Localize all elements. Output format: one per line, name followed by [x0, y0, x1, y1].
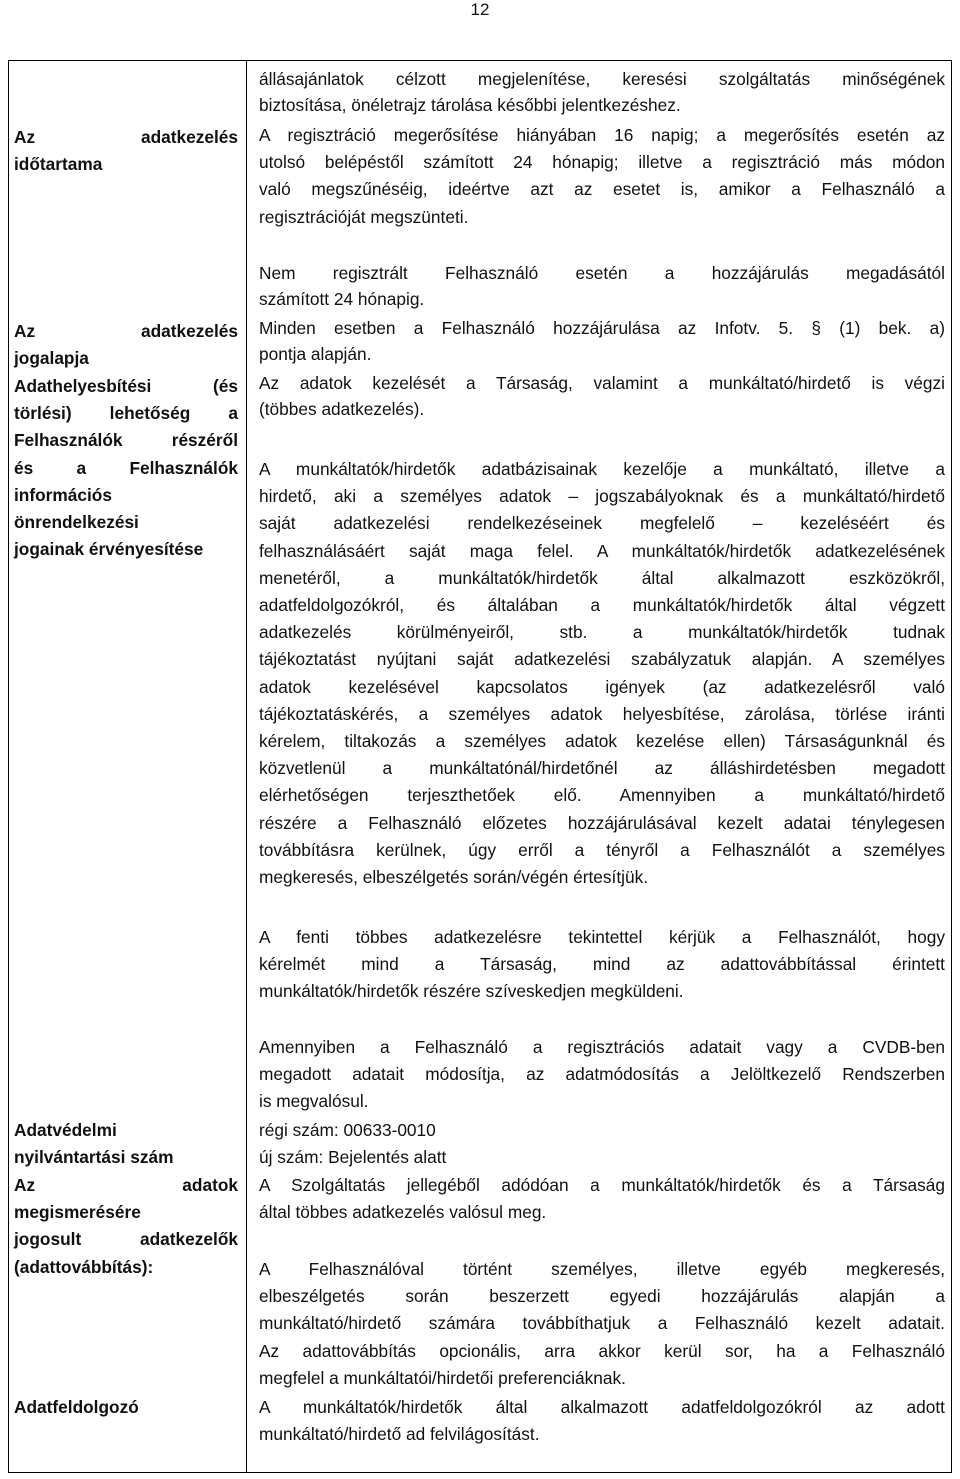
- text-line: kérelem, tiltakozás a személyes adatok kezelése ellen) Társaságunknál és: [259, 731, 945, 752]
- label-adatfeldolgozo: [14, 1394, 238, 1421]
- helyesbites-paragraph-3: [259, 924, 945, 1006]
- text-line: felhasználásáért saját maga felel. A munkáltatók/hirdetők adatkezelésének: [259, 540, 945, 561]
- label-line: Adatfeldolgozó: [14, 1397, 139, 1417]
- tovabbitas-paragraph-1: [259, 1172, 945, 1226]
- text-line: kérelmét mind a Társaság, mind az adattovábbítással érintett: [259, 954, 945, 975]
- label-line: Adathelyesbítési (és: [14, 376, 238, 396]
- tovabbitas-paragraph-2: [259, 1256, 945, 1392]
- text-line: biztosítása, önéletrajz tárolása későbbi jelentkezéshez.: [259, 94, 681, 115]
- text-line: állásajánlatok célzott megjelenítése, keresési szolgáltatás minőségének: [259, 69, 945, 89]
- label-line: Az adatkezelés: [14, 321, 238, 341]
- label-line: Felhasználók részéről: [14, 430, 238, 451]
- text-line: megkeresés, elbeszélgetés során/végén értesítjük.: [259, 867, 649, 888]
- label-adatkezeles-jogalapja: [14, 318, 238, 372]
- label-line: Adatvédelmi: [14, 1120, 117, 1140]
- label-line: jogainak érvényesítése: [14, 539, 204, 560]
- label-line: törlési) lehetőség a: [14, 403, 238, 424]
- helyesbites-paragraph-1: [259, 371, 945, 422]
- label-adatvedelmi-nyilvantartasi-szam: [14, 1117, 238, 1171]
- text-line: megadott adatait módosítja, az adatmódosítás a Jelöltkezelő Rendszerben: [259, 1064, 945, 1085]
- adatfeldolgozo-paragraph: [259, 1394, 945, 1448]
- text-line: részére a Felhasználó előzetes hozzájárulásával kezelt adatai ténylegesen: [259, 812, 945, 833]
- label-line: nyilvántartási szám: [14, 1147, 174, 1168]
- text-line: adatkezelés körülményeiről, stb. a munkáltatók/hirdetők tudnak: [259, 622, 945, 643]
- text-line: hirdető, aki a személyes adatok – jogszabályoknak és a munkáltató/hirdető: [259, 486, 945, 507]
- label-line: Az adatok: [14, 1175, 238, 1195]
- idotartam-paragraph-3: [259, 261, 945, 312]
- label-line: önrendelkezési: [14, 512, 139, 533]
- text-line: A fenti többes adatkezelésre tekintettel kérjük a Felhasználót, hogy: [259, 927, 945, 947]
- text-line: Minden esetben a Felhasználó hozzájárulása az Infotv. 5. § (1) bek. a): [259, 318, 945, 338]
- label-adattovabbitas: [14, 1172, 238, 1281]
- text-line: munkáltatók/hirdetők részére szíveskedjen megküldeni.: [259, 981, 684, 1002]
- label-line: jogalapja: [14, 348, 89, 369]
- helyesbites-paragraph-4: [259, 1034, 945, 1116]
- text-line: Amennyiben a Felhasználó a regisztrációs adatait vagy a CVDB-ben: [259, 1037, 945, 1057]
- text-line: A regisztráció megerősítése hiányában 16 napig; a megerősítés esetén az: [259, 125, 945, 145]
- text-line: Az adatok kezelését a Társaság, valamint a munkáltató/hirdető is végzi: [259, 373, 945, 393]
- text-line: adatfeldolgozókról, és általában a munkáltatók/hirdetők által végzett: [259, 595, 945, 616]
- text-line: menetéről, a munkáltatók/hirdetők által alkalmazott eszközökről,: [259, 567, 945, 588]
- table-column-divider: [246, 60, 247, 1473]
- label-line: (adattovábbítás):: [14, 1256, 154, 1277]
- text-line: tájékoztatást nyújtani saját adatkezelési szabályzatuk alapján. A személyes: [259, 649, 945, 670]
- table-bottom-border: [8, 1472, 952, 1473]
- text-line: által többes adatkezelés valósul meg.: [259, 1202, 547, 1223]
- text-line: saját adatkezelési rendelkezéseinek megfelelő – kezeléséért és: [259, 513, 945, 534]
- text-line: Nem regisztrált Felhasználó esetén a hozzájárulás megadásától: [259, 263, 945, 283]
- text-line: továbbításra kerülnek, úgy erről a tényről a Felhasználót a személyes: [259, 839, 945, 860]
- table-right-border: [951, 60, 952, 1473]
- text-line: megfelel a munkáltatói/hirdetői preferenciáknak.: [259, 1367, 626, 1388]
- text-line: A Felhasználóval történt személyes, illetve egyéb megkeresés,: [259, 1259, 945, 1279]
- old-registration-number: régi szám: 00633-0010: [259, 1120, 436, 1140]
- text-line: regisztrációját megszünteti.: [259, 206, 469, 227]
- label-line: és a Felhasználók: [14, 457, 238, 478]
- text-line: utolsó belépéstől számított 24 hónapig; illetve a regisztráció más módon: [259, 152, 945, 173]
- label-adatkezeles-idotartama: [14, 124, 238, 178]
- table-left-border: [8, 60, 9, 1473]
- table-top-border: [8, 60, 952, 61]
- idotartam-paragraph-1: [259, 67, 945, 118]
- text-line: is megvalósul.: [259, 1091, 369, 1112]
- jogalap-paragraph: [259, 316, 945, 367]
- text-line: A Szolgáltatás jellegéből adódóan a munkáltatók/hirdetők és a Társaság: [259, 1175, 945, 1195]
- text-line: A munkáltatók/hirdetők adatbázisainak kezelője a munkáltató, illetve a: [259, 459, 945, 479]
- label-adathelyesbitesi-lehetoseg: [14, 373, 238, 563]
- text-line: munkáltató/hirdető számára továbbíthatjuk a Felhasználó kezelt adatait.: [259, 1313, 945, 1334]
- text-line: elérhetőségen terjeszthetőek elő. Amennyiben a munkáltató/hirdető: [259, 785, 945, 806]
- text-line: elbeszélgetés során beszerzett egyedi hozzájárulás alapján a: [259, 1286, 945, 1307]
- text-line: (többes adatkezelés).: [259, 398, 425, 419]
- label-line: jogosult adatkezelők: [14, 1229, 238, 1250]
- page-number: 12: [470, 0, 490, 19]
- label-line: információs: [14, 484, 112, 505]
- text-line: közvetlenül a munkáltatónál/hirdetőnél az álláshirdetésben megadott: [259, 758, 945, 779]
- text-line: A munkáltatók/hirdetők által alkalmazott adatfeldolgozókról az adott: [259, 1397, 945, 1417]
- text-line: Az adattovábbítás opcionális, arra akkor kerül sor, ha a Felhasználó: [259, 1340, 945, 1361]
- text-line: adatok kezelésével kapcsolatos igények (az adatkezelésről való: [259, 676, 945, 697]
- text-line: tájékoztatáskérés, a személyes adatok helyesbítése, zárolása, törlése iránti: [259, 703, 945, 724]
- label-line: Az adatkezelés: [14, 127, 238, 147]
- nyilvantartasi-szam-values: [259, 1117, 945, 1171]
- text-line: pontja alapján.: [259, 343, 372, 364]
- label-line: időtartama: [14, 154, 103, 175]
- idotartam-paragraph-2: [259, 122, 945, 231]
- text-line: számított 24 hónapig.: [259, 288, 425, 309]
- label-line: megismerésére: [14, 1202, 141, 1223]
- text-line: munkáltató/hirdető ad felvilágosítást.: [259, 1424, 540, 1445]
- text-line: való megszűnéséig, ideértve azt az esetet is, amikor a Felhasználó a: [259, 179, 945, 200]
- helyesbites-paragraph-2: [259, 456, 945, 891]
- new-registration-number: új szám: Bejelentés alatt: [259, 1147, 447, 1168]
